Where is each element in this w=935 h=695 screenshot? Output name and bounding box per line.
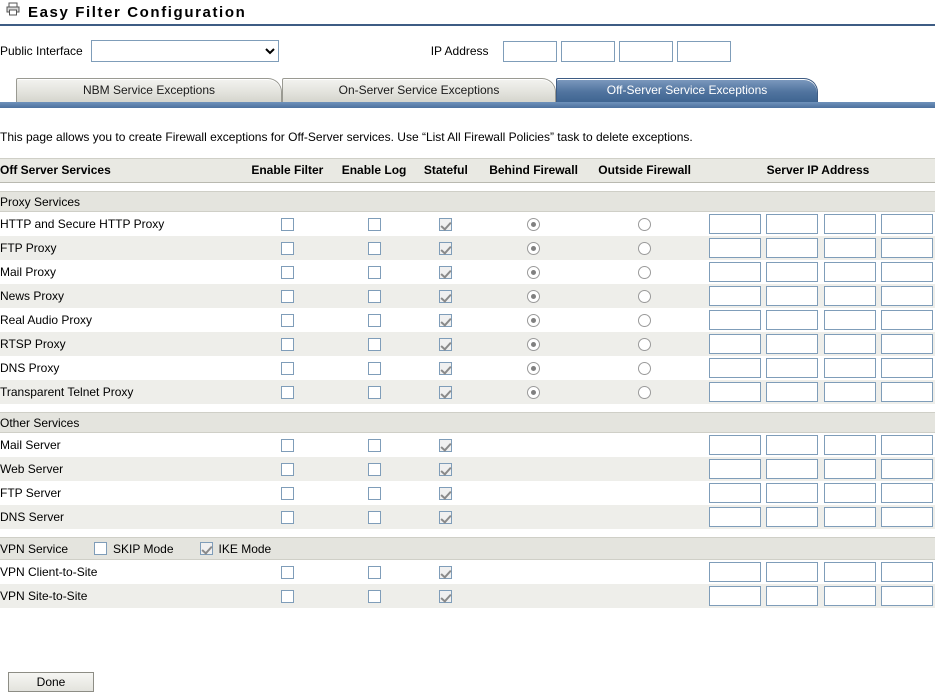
behind-firewall-radio[interactable] <box>527 242 540 255</box>
server-ip-cell <box>701 236 935 260</box>
service-name: Mail Proxy <box>0 264 57 279</box>
enable-filter-checkbox[interactable] <box>281 362 294 375</box>
enable-log-checkbox[interactable] <box>368 511 381 524</box>
enable-filter-checkbox[interactable] <box>281 218 294 231</box>
stateful-cell <box>413 584 479 608</box>
section-header-proxy-services <box>0 192 935 212</box>
server-ip-octet-3[interactable] <box>824 459 876 479</box>
server-ip-octet-4[interactable] <box>881 459 933 479</box>
server-ip-octet-1[interactable] <box>709 334 761 354</box>
stateful-cell <box>413 433 479 457</box>
server-ip-octet-4[interactable] <box>881 214 933 234</box>
server-ip-cell <box>701 308 935 332</box>
ip-octet-1[interactable] <box>503 41 557 62</box>
stateful-checkbox <box>439 566 452 579</box>
service-name: VPN Client-to-Site <box>0 564 98 579</box>
service-name: Web Server <box>0 457 240 481</box>
enable-log-cell <box>335 308 413 332</box>
enable-log-checkbox[interactable] <box>368 266 381 279</box>
stateful-cell <box>413 380 479 404</box>
done-button[interactable]: Done <box>8 672 94 692</box>
server-ip-cell <box>701 284 935 308</box>
table-row <box>0 457 935 481</box>
enable-log-cell <box>335 457 413 481</box>
server-ip-octet-3[interactable] <box>824 238 876 258</box>
enable-filter-cell <box>240 433 336 457</box>
server-ip-octet-1[interactable] <box>709 435 761 455</box>
table-row <box>0 284 935 308</box>
stateful-cell <box>413 236 479 260</box>
stateful-checkbox <box>439 218 452 231</box>
server-ip-octet-4[interactable] <box>881 435 933 455</box>
stateful-checkbox <box>439 362 452 375</box>
footer-bar <box>0 669 935 695</box>
ip-address-label: IP Address <box>430 44 489 58</box>
enable-filter-checkbox[interactable] <box>281 590 294 603</box>
outside-firewall-cell <box>588 380 701 404</box>
server-ip-octet-4[interactable] <box>881 262 933 282</box>
spacer <box>0 404 935 413</box>
server-ip-octet-4[interactable] <box>881 238 933 258</box>
spacer <box>0 529 935 538</box>
service-name: DNS Server <box>0 505 240 529</box>
server-ip-octet-2[interactable] <box>766 507 818 527</box>
server-ip-octet-3[interactable] <box>824 214 876 234</box>
enable-log-cell <box>335 212 413 236</box>
server-ip-octet-3[interactable] <box>824 334 876 354</box>
enable-log-checkbox[interactable] <box>368 566 381 579</box>
enable-filter-checkbox[interactable] <box>281 511 294 524</box>
server-ip-octet-1[interactable] <box>709 238 761 258</box>
outside-firewall-radio[interactable] <box>638 242 651 255</box>
server-ip-cell <box>701 260 935 284</box>
behind-firewall-cell <box>479 505 589 529</box>
enable-filter-checkbox[interactable] <box>281 566 294 579</box>
server-ip-octet-3[interactable] <box>824 286 876 306</box>
table-row <box>0 584 935 608</box>
stateful-cell <box>413 356 479 380</box>
table-row <box>0 236 935 260</box>
behind-firewall-cell <box>479 308 589 332</box>
service-name: VPN Site-to-Site <box>0 584 240 608</box>
page-title: Easy Filter Configuration <box>28 3 247 21</box>
enable-log-cell <box>335 481 413 505</box>
tab-off-server-service-exceptions[interactable]: Off-Server Service Exceptions <box>556 78 818 102</box>
enable-filter-checkbox[interactable] <box>281 290 294 303</box>
enable-log-checkbox[interactable] <box>368 439 381 452</box>
stateful-cell <box>413 260 479 284</box>
public-interface-label: Public Interface <box>0 44 83 58</box>
header-enable-log: Enable Log <box>335 159 413 183</box>
server-ip-octet-3[interactable] <box>824 382 876 402</box>
outside-firewall-cell <box>588 212 701 236</box>
behind-firewall-cell <box>479 433 589 457</box>
stateful-checkbox <box>439 266 452 279</box>
server-ip-octet-1[interactable] <box>709 562 761 582</box>
stateful-checkbox <box>439 463 452 476</box>
server-ip-octet-3[interactable] <box>824 562 876 582</box>
enable-log-checkbox[interactable] <box>368 218 381 231</box>
server-ip-octet-2[interactable] <box>766 435 818 455</box>
server-ip-cell <box>701 380 935 404</box>
stateful-checkbox <box>439 511 452 524</box>
enable-log-cell <box>335 356 413 380</box>
enable-filter-checkbox[interactable] <box>281 266 294 279</box>
service-name: FTP Server <box>0 485 62 500</box>
tab-nbm-service-exceptions[interactable]: NBM Service Exceptions <box>16 78 282 102</box>
server-ip-octet-4[interactable] <box>881 310 933 330</box>
behind-firewall-cell <box>479 332 589 356</box>
stateful-cell <box>413 505 479 529</box>
server-ip-octet-2[interactable] <box>766 483 818 503</box>
enable-log-checkbox[interactable] <box>368 362 381 375</box>
server-ip-octet-4[interactable] <box>881 358 933 378</box>
enable-log-cell <box>335 332 413 356</box>
stateful-checkbox <box>439 487 452 500</box>
enable-filter-cell <box>240 505 336 529</box>
outside-firewall-cell <box>588 481 701 505</box>
enable-filter-cell <box>240 260 336 284</box>
header-behind-firewall: Behind Firewall <box>479 159 589 183</box>
server-ip-octet-1[interactable] <box>709 262 761 282</box>
table-row <box>0 481 935 505</box>
page-description: This page allows you to create Firewall exceptions for Off-Server services. Use “List All Firewall Policies” task to delete exceptions. <box>0 130 693 144</box>
enable-filter-cell <box>240 356 336 380</box>
enable-log-checkbox[interactable] <box>368 487 381 500</box>
stateful-checkbox <box>439 314 452 327</box>
enable-filter-cell <box>240 332 336 356</box>
server-ip-octet-4[interactable] <box>881 382 933 402</box>
outside-firewall-radio[interactable] <box>638 386 651 399</box>
outside-firewall-cell <box>588 308 701 332</box>
table-row <box>0 380 935 404</box>
ip-octet-3[interactable] <box>619 41 673 62</box>
section-title: Proxy Services <box>0 192 935 212</box>
enable-filter-cell <box>240 212 336 236</box>
enable-log-cell <box>335 284 413 308</box>
section-header-vpn-service <box>0 538 935 560</box>
server-ip-octet-4[interactable] <box>881 483 933 503</box>
behind-firewall-cell <box>479 260 589 284</box>
behind-firewall-radio[interactable] <box>527 314 540 327</box>
service-name: News Proxy <box>0 284 240 308</box>
server-ip-octet-1[interactable] <box>709 507 761 527</box>
table-row <box>0 260 935 284</box>
ip-octet-2[interactable] <box>561 41 615 62</box>
server-ip-octet-4[interactable] <box>881 586 933 606</box>
enable-log-checkbox[interactable] <box>368 314 381 327</box>
outside-firewall-radio[interactable] <box>638 362 651 375</box>
title-bar <box>0 0 935 26</box>
table-header-row <box>0 159 935 183</box>
server-ip-octet-3[interactable] <box>824 483 876 503</box>
behind-firewall-cell <box>479 560 589 584</box>
server-ip-cell <box>701 560 935 584</box>
tab-bar <box>0 78 935 108</box>
stateful-cell <box>413 284 479 308</box>
enable-filter-cell <box>240 457 336 481</box>
enable-filter-checkbox[interactable] <box>281 463 294 476</box>
server-ip-octet-4[interactable] <box>881 286 933 306</box>
server-ip-octet-2[interactable] <box>766 334 818 354</box>
section-title: Other Services <box>0 413 935 433</box>
server-ip-octet-2[interactable] <box>766 358 818 378</box>
server-ip-cell <box>701 457 935 481</box>
enable-filter-checkbox[interactable] <box>281 314 294 327</box>
table-row <box>0 433 935 457</box>
ip-address-inputs <box>503 41 731 62</box>
server-ip-octet-4[interactable] <box>881 562 933 582</box>
services-table <box>0 158 935 608</box>
stateful-checkbox <box>439 242 452 255</box>
server-ip-octet-2[interactable] <box>766 310 818 330</box>
enable-filter-checkbox[interactable] <box>281 242 294 255</box>
server-ip-octet-2[interactable] <box>766 382 818 402</box>
enable-filter-cell <box>240 560 336 584</box>
enable-log-cell <box>335 260 413 284</box>
server-ip-octet-1[interactable] <box>709 358 761 378</box>
service-name: RTSP Proxy <box>0 332 240 356</box>
server-ip-cell <box>701 212 935 236</box>
vpn-header-cell <box>0 538 935 560</box>
ip-octet-4[interactable] <box>677 41 731 62</box>
behind-firewall-radio[interactable] <box>527 290 540 303</box>
server-ip-octet-1[interactable] <box>709 483 761 503</box>
server-ip-octet-1[interactable] <box>709 459 761 479</box>
enable-filter-cell <box>240 584 336 608</box>
server-ip-octet-4[interactable] <box>881 507 933 527</box>
behind-firewall-cell <box>479 356 589 380</box>
enable-filter-checkbox[interactable] <box>281 386 294 399</box>
outside-firewall-radio[interactable] <box>638 266 651 279</box>
server-ip-octet-1[interactable] <box>709 586 761 606</box>
vpn-service-title: VPN Service <box>0 541 69 556</box>
server-ip-cell <box>701 584 935 608</box>
stateful-cell <box>413 481 479 505</box>
ike-mode-label: IKE Mode <box>218 541 272 556</box>
service-name: Mail Server <box>0 437 61 452</box>
skip-mode-label: SKIP Mode <box>113 541 174 556</box>
server-ip-octet-3[interactable] <box>824 586 876 606</box>
enable-filter-cell <box>240 284 336 308</box>
stateful-checkbox <box>439 386 452 399</box>
server-ip-cell <box>701 433 935 457</box>
outside-firewall-cell <box>588 284 701 308</box>
behind-firewall-cell <box>479 380 589 404</box>
outside-firewall-radio[interactable] <box>638 290 651 303</box>
stateful-checkbox <box>439 439 452 452</box>
enable-log-cell <box>335 505 413 529</box>
outside-firewall-cell <box>588 505 701 529</box>
enable-log-checkbox[interactable] <box>368 463 381 476</box>
outside-firewall-radio[interactable] <box>638 338 651 351</box>
server-ip-octet-3[interactable] <box>824 507 876 527</box>
enable-log-cell <box>335 380 413 404</box>
server-ip-cell <box>701 332 935 356</box>
server-ip-octet-3[interactable] <box>824 358 876 378</box>
enable-filter-cell <box>240 308 336 332</box>
behind-firewall-radio[interactable] <box>527 338 540 351</box>
server-ip-octet-3[interactable] <box>824 310 876 330</box>
header-stateful: Stateful <box>413 159 479 183</box>
tab-on-server-service-exceptions[interactable]: On-Server Service Exceptions <box>282 78 556 102</box>
enable-filter-cell <box>240 236 336 260</box>
stateful-cell <box>413 457 479 481</box>
behind-firewall-radio[interactable] <box>527 266 540 279</box>
service-name: HTTP and Secure HTTP Proxy <box>0 216 165 231</box>
toolbar-form <box>0 26 935 70</box>
server-ip-octet-3[interactable] <box>824 435 876 455</box>
stateful-cell <box>413 308 479 332</box>
tab-underline <box>0 102 935 108</box>
enable-log-cell <box>335 236 413 260</box>
server-ip-octet-1[interactable] <box>709 214 761 234</box>
server-ip-octet-2[interactable] <box>766 262 818 282</box>
enable-log-checkbox[interactable] <box>368 338 381 351</box>
behind-firewall-radio[interactable] <box>527 218 540 231</box>
outside-firewall-cell <box>588 584 701 608</box>
enable-filter-cell <box>240 380 336 404</box>
behind-firewall-cell <box>479 481 589 505</box>
server-ip-octet-1[interactable] <box>709 286 761 306</box>
ike-mode-checkbox[interactable] <box>200 542 213 555</box>
server-ip-octet-2[interactable] <box>766 459 818 479</box>
behind-firewall-radio[interactable] <box>527 362 540 375</box>
enable-log-cell <box>335 584 413 608</box>
behind-firewall-cell <box>479 584 589 608</box>
behind-firewall-cell <box>479 236 589 260</box>
server-ip-cell <box>701 356 935 380</box>
outside-firewall-radio[interactable] <box>638 218 651 231</box>
enable-log-cell <box>335 433 413 457</box>
header-off-server-services: Off Server Services <box>0 159 240 183</box>
server-ip-octet-2[interactable] <box>766 214 818 234</box>
enable-filter-checkbox[interactable] <box>281 338 294 351</box>
outside-firewall-cell <box>588 236 701 260</box>
skip-mode-checkbox[interactable] <box>94 542 107 555</box>
enable-log-checkbox[interactable] <box>368 386 381 399</box>
outside-firewall-cell <box>588 356 701 380</box>
table-row <box>0 560 935 584</box>
server-ip-cell <box>701 481 935 505</box>
stateful-checkbox <box>439 338 452 351</box>
service-name: DNS Proxy <box>0 360 60 375</box>
table-row <box>0 308 935 332</box>
outside-firewall-cell <box>588 457 701 481</box>
outside-firewall-radio[interactable] <box>638 314 651 327</box>
enable-filter-checkbox[interactable] <box>281 487 294 500</box>
stateful-cell <box>413 332 479 356</box>
enable-log-checkbox[interactable] <box>368 590 381 603</box>
server-ip-octet-2[interactable] <box>766 286 818 306</box>
behind-firewall-cell <box>479 284 589 308</box>
server-ip-octet-1[interactable] <box>709 310 761 330</box>
enable-log-checkbox[interactable] <box>368 290 381 303</box>
table-row <box>0 332 935 356</box>
public-interface-select[interactable] <box>91 40 279 62</box>
stateful-checkbox <box>439 290 452 303</box>
enable-log-checkbox[interactable] <box>368 242 381 255</box>
server-ip-cell <box>701 505 935 529</box>
server-ip-octet-2[interactable] <box>766 586 818 606</box>
behind-firewall-cell <box>479 212 589 236</box>
spacer <box>0 183 935 192</box>
server-ip-octet-2[interactable] <box>766 238 818 258</box>
server-ip-octet-3[interactable] <box>824 262 876 282</box>
outside-firewall-cell <box>588 260 701 284</box>
enable-filter-cell <box>240 481 336 505</box>
printer-icon[interactable] <box>6 2 20 16</box>
stateful-checkbox <box>439 590 452 603</box>
service-name: Real Audio Proxy <box>0 312 93 327</box>
behind-firewall-radio[interactable] <box>527 386 540 399</box>
behind-firewall-cell <box>479 457 589 481</box>
service-name: Transparent Telnet Proxy <box>0 380 240 404</box>
enable-filter-checkbox[interactable] <box>281 439 294 452</box>
header-server-ip-address: Server IP Address <box>701 159 935 183</box>
enable-log-cell <box>335 560 413 584</box>
services-table-body <box>0 183 935 608</box>
server-ip-octet-1[interactable] <box>709 382 761 402</box>
table-row <box>0 505 935 529</box>
header-outside-firewall: Outside Firewall <box>588 159 701 183</box>
service-name: FTP Proxy <box>0 236 240 260</box>
section-header-other-services <box>0 413 935 433</box>
stateful-cell <box>413 560 479 584</box>
header-enable-filter: Enable Filter <box>240 159 336 183</box>
stateful-cell <box>413 212 479 236</box>
server-ip-octet-4[interactable] <box>881 334 933 354</box>
outside-firewall-cell <box>588 332 701 356</box>
outside-firewall-cell <box>588 433 701 457</box>
server-ip-octet-2[interactable] <box>766 562 818 582</box>
outside-firewall-cell <box>588 560 701 584</box>
table-row <box>0 212 935 236</box>
table-row <box>0 356 935 380</box>
